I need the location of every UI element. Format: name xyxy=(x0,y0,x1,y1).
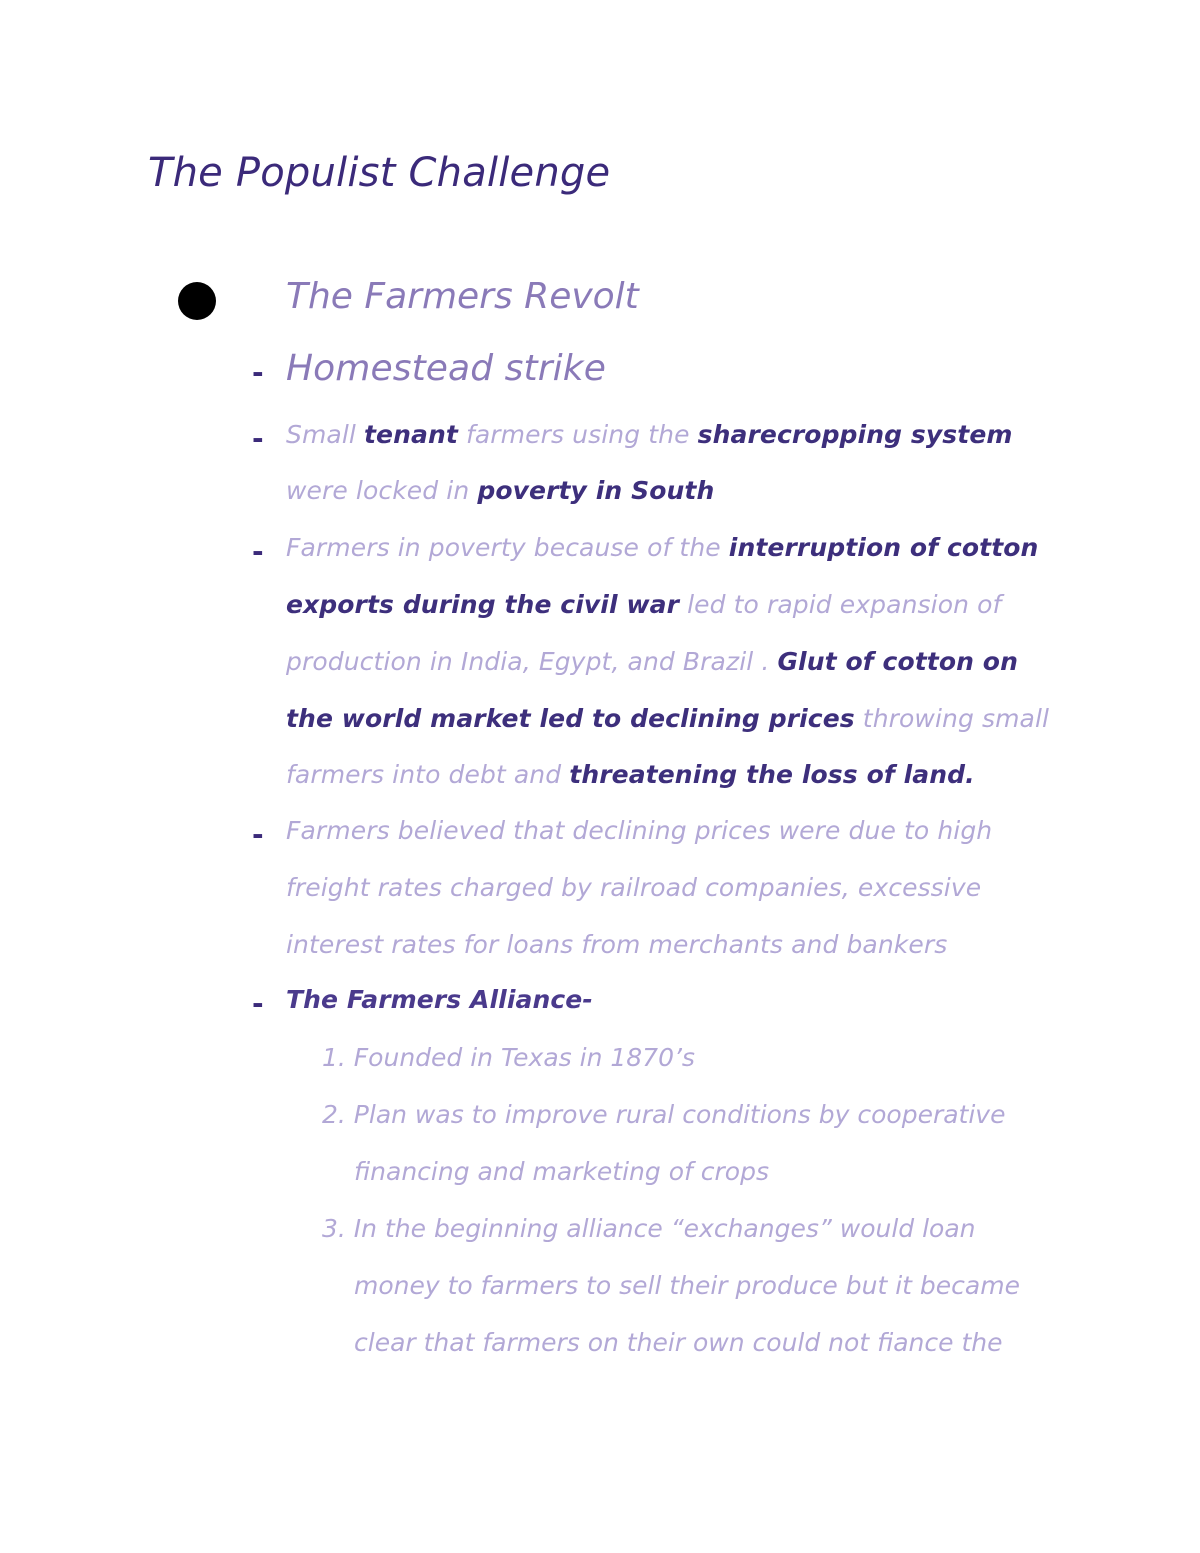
text-run: throwing small xyxy=(854,704,1050,733)
emphasis-run: exports during the civil war xyxy=(286,590,680,619)
prices-line-1: Farmers believed that declining prices were due to high xyxy=(286,816,993,845)
text-run: Farmers in poverty because of the xyxy=(286,533,729,562)
homestead-item: Homestead strike xyxy=(286,348,606,389)
alliance-item-2: 2. Plan was to improve rural conditions by cooperative xyxy=(322,1100,1006,1129)
text-run: farmers using the xyxy=(457,420,698,449)
alliance-item-2-cont: financing and marketing of crops xyxy=(354,1157,769,1186)
cotton-line-1 xyxy=(286,533,1038,562)
prices-line-3: interest rates for loans from merchants and bankers xyxy=(286,930,948,959)
alliance-item-3-cont-2: clear that farmers on their own could not fiance the xyxy=(354,1328,1003,1357)
dash-bullet: - xyxy=(252,818,264,851)
emphasis-run: interruption of cotton xyxy=(728,533,1039,562)
bullet-dot-icon xyxy=(178,282,216,320)
text-run: farmers into debt and xyxy=(286,760,570,789)
emphasis-run: threatening the loss of land. xyxy=(569,760,975,789)
dash-bullet: - xyxy=(252,356,264,389)
cotton-line-4 xyxy=(286,704,1049,733)
dash-bullet: - xyxy=(252,535,264,568)
alliance-item-3: 3. In the beginning alliance “exchanges” would loan xyxy=(322,1214,976,1243)
alliance-item-3-cont-1: money to farmers to sell their produce but it became xyxy=(354,1271,1020,1300)
prices-line-2: freight rates charged by railroad companies, excessive xyxy=(286,873,982,902)
dash-bullet: - xyxy=(252,422,264,455)
text-run: were locked in xyxy=(286,476,478,505)
tenant-line-2 xyxy=(286,476,714,505)
emphasis-run: poverty in South xyxy=(477,476,715,505)
emphasis-run: Glut of cotton on xyxy=(777,647,1018,676)
emphasis-run: the world market led to declining prices xyxy=(286,704,855,733)
cotton-line-5 xyxy=(286,760,975,789)
section-heading: The Farmers Revolt xyxy=(286,276,639,317)
text-run: led to rapid expansion of xyxy=(679,590,1002,619)
page-title: The Populist Challenge xyxy=(148,150,611,196)
alliance-heading: The Farmers Alliance- xyxy=(286,985,593,1014)
dash-bullet: - xyxy=(252,987,264,1020)
tenant-line-1 xyxy=(286,420,1013,449)
cotton-line-2 xyxy=(286,590,1001,619)
text-run: Small xyxy=(286,420,364,449)
emphasis-run: sharecropping system xyxy=(697,420,1013,449)
alliance-item-1: 1. Founded in Texas in 1870’s xyxy=(322,1043,695,1072)
cotton-line-3 xyxy=(286,647,1018,676)
text-run: production in India, Egypt, and Brazil . xyxy=(286,647,778,676)
emphasis-run: tenant xyxy=(363,420,458,449)
